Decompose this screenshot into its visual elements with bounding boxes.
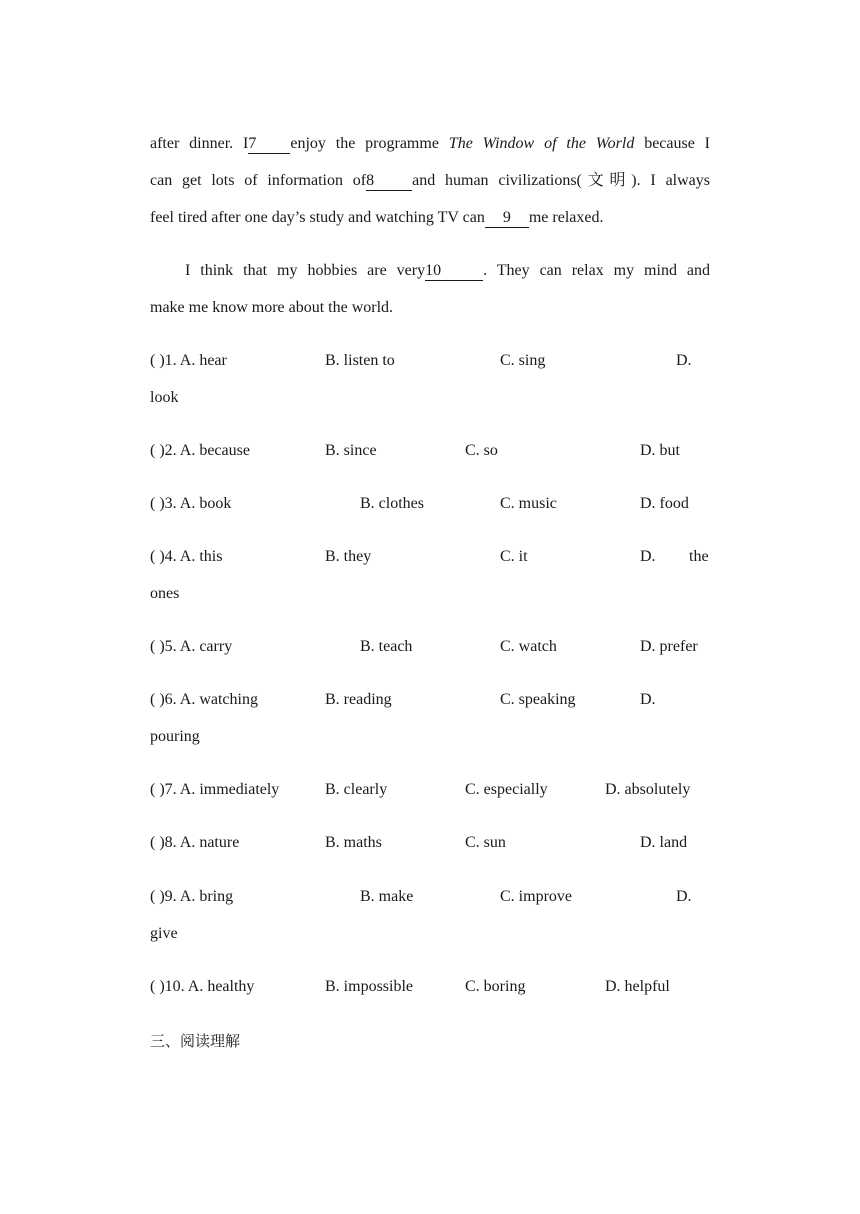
text-run: feel tired after one day’s study and watching TV can bbox=[150, 209, 485, 226]
passage-line bbox=[150, 208, 710, 245]
passage-paragraph-2 bbox=[150, 261, 710, 335]
option-c: C. especially bbox=[465, 781, 548, 798]
option-b: B. clothes bbox=[360, 495, 424, 512]
option-d: D. bbox=[676, 352, 692, 369]
option-d: D. bbox=[640, 548, 656, 565]
option-a: ( )4. A. this bbox=[150, 548, 223, 565]
text-run: after dinner. I bbox=[150, 135, 249, 152]
blank-8: 8 bbox=[366, 172, 412, 191]
option-c: C. sun bbox=[465, 834, 506, 851]
option-c: C. it bbox=[500, 548, 528, 565]
option-c: C. so bbox=[465, 442, 498, 459]
option-a: ( )3. A. book bbox=[150, 495, 232, 512]
option-c: C. improve bbox=[500, 888, 572, 905]
option-d-wrap: ones bbox=[150, 585, 180, 602]
option-d: D. bbox=[676, 888, 692, 905]
option-d-text: the bbox=[689, 548, 709, 565]
blank-9: 9 bbox=[485, 209, 529, 228]
option-c: C. boring bbox=[465, 978, 526, 995]
option-b: B. clearly bbox=[325, 781, 388, 798]
option-a: ( )9. A. bring bbox=[150, 888, 234, 905]
option-a: ( )1. A. hear bbox=[150, 352, 227, 369]
option-a: ( )7. A. immediately bbox=[150, 781, 280, 798]
option-b: B. reading bbox=[325, 691, 392, 708]
option-c: C. speaking bbox=[500, 691, 576, 708]
option-d: D. bbox=[640, 691, 656, 708]
programme-title: The Window of the World bbox=[448, 135, 635, 152]
text-run: me relaxed. bbox=[528, 209, 604, 226]
section-heading: 三、阅读理解 bbox=[150, 1032, 241, 1050]
text-run: can get lots of information of bbox=[150, 172, 367, 189]
option-d-wrap: look bbox=[150, 389, 179, 406]
option-b: B. maths bbox=[325, 834, 382, 851]
option-a: ( )6. A. watching bbox=[150, 691, 258, 708]
option-a: ( )8. A. nature bbox=[150, 834, 240, 851]
passage-line: make me know more about the world. bbox=[150, 299, 394, 316]
text-run: . They can relax my mind and bbox=[483, 262, 711, 279]
option-b: B. they bbox=[325, 548, 372, 565]
option-b: B. impossible bbox=[325, 978, 414, 995]
option-c: C. sing bbox=[500, 352, 546, 369]
option-c: C. watch bbox=[500, 638, 557, 655]
option-a: ( )10. A. healthy bbox=[150, 978, 255, 995]
option-d-wrap: pouring bbox=[150, 728, 200, 745]
option-a: ( )5. A. carry bbox=[150, 638, 233, 655]
passage-line bbox=[150, 171, 710, 208]
text-run: I think that my hobbies are very bbox=[185, 262, 426, 279]
option-d: D. land bbox=[640, 834, 688, 851]
blank-10: 10 bbox=[425, 262, 483, 281]
option-b: B. teach bbox=[360, 638, 413, 655]
option-d: D. absolutely bbox=[605, 781, 691, 798]
text-run: and human civilizations(文明). I always bbox=[412, 172, 710, 189]
option-d: D. prefer bbox=[640, 638, 698, 655]
text-run: enjoy the programme bbox=[290, 135, 449, 152]
passage-line bbox=[150, 134, 710, 171]
passage-paragraph-1 bbox=[150, 134, 710, 245]
option-a: ( )2. A. because bbox=[150, 442, 250, 459]
option-d-wrap: give bbox=[150, 925, 178, 942]
option-b: B. make bbox=[360, 888, 414, 905]
option-d: D. but bbox=[640, 442, 680, 459]
passage-line bbox=[150, 261, 710, 298]
option-b: B. listen to bbox=[325, 352, 395, 369]
option-d: D. helpful bbox=[605, 978, 670, 995]
option-b: B. since bbox=[325, 442, 377, 459]
blank-7: 7 bbox=[248, 135, 290, 154]
option-c: C. music bbox=[500, 495, 557, 512]
text-run: because I bbox=[634, 135, 711, 152]
option-d: D. food bbox=[640, 495, 689, 512]
